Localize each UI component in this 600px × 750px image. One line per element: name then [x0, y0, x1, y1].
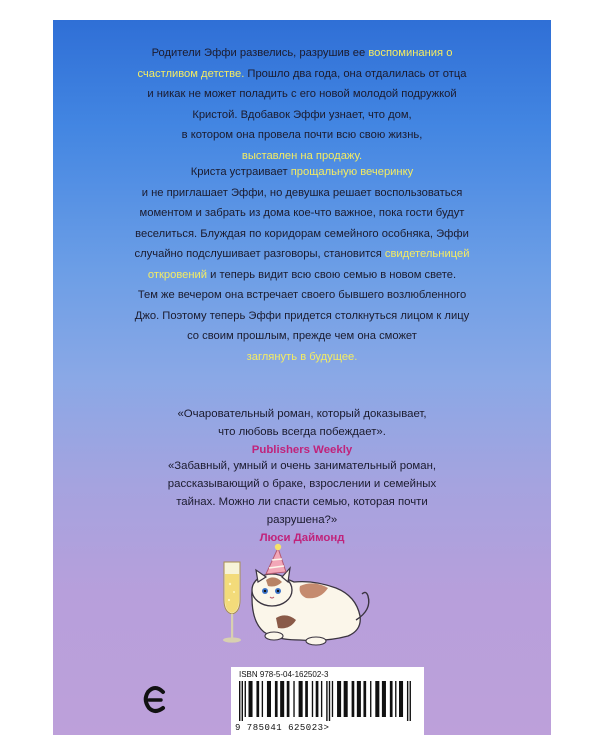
barcode-stripe: [321, 681, 322, 717]
paragraph-line: [53, 43, 551, 64]
barcode-stripe: [344, 681, 348, 717]
paragraph-line: [53, 125, 551, 146]
paragraph-line: [53, 244, 551, 265]
body-text: и не приглашает Эффи, но девушка решает воспользоваться: [141, 186, 463, 199]
barcode-stripe: [287, 681, 290, 717]
barcode-stripe: [293, 681, 294, 717]
paragraph-line: [53, 224, 551, 245]
review-line: разрушена?»: [266, 514, 338, 526]
description-paragraph-1: [53, 43, 551, 166]
barcode-stripe: [256, 681, 259, 717]
highlight-text: прощальную вечеринку: [290, 166, 414, 178]
body-text: Тем же вечером она встречает своего бывшего возлюбленного: [137, 289, 467, 301]
isbn-label: ISBN 978-5-04-162502-3: [239, 670, 329, 679]
body-text: Кристой. Вдобавок Эффи узнает, что дом,: [192, 108, 412, 121]
highlight-text: выставлен на продажу.: [241, 149, 363, 162]
body-text: моментом и забрать из дома кое-что важное, пока гости будут: [139, 207, 465, 219]
barcode-stripe: [326, 681, 327, 721]
barcode-digits: 9 785041 625023: [235, 723, 324, 733]
barcode-number: [235, 723, 329, 733]
highlight-text: свидетельницей: [384, 248, 470, 260]
body-text: в котором она провела почти всю свою жизнь,: [181, 129, 423, 141]
barcode-bars: [237, 681, 418, 721]
review-line: тайнах. Можно ли спасти семью, которая почти: [176, 496, 428, 508]
body-text: Джо. Поэтому теперь Эффи придется столкнуться лицом к лицу: [134, 309, 470, 322]
review-line: рассказывающий о браке, взрослении и семейных: [167, 478, 437, 490]
barcode-stripe: [305, 681, 308, 717]
barcode-stripe: [242, 681, 243, 721]
barcode-stripe: [390, 681, 393, 717]
body-text: веселиться. Блуждая по коридорам семейного особняка, Эффи: [135, 227, 469, 240]
barcode-stripe: [352, 681, 355, 717]
barcode-stripe: [312, 681, 313, 717]
paragraph-line: [53, 306, 551, 327]
paragraph-line: [53, 326, 551, 347]
barcode-stripe: [357, 681, 361, 717]
paragraph-line: [53, 162, 551, 183]
body-text: и теперь видит всю свою семью в новом свете.: [207, 268, 457, 281]
barcode-stripe: [249, 681, 253, 717]
barcode-stripe: [262, 681, 263, 717]
paragraph-line: [53, 203, 551, 224]
review-line: что любовь всегда побеждает».: [218, 426, 386, 438]
body-text: случайно подслушивает разговоры, становится: [134, 248, 385, 260]
barcode-stripe: [395, 681, 396, 717]
paragraph-line: [53, 265, 551, 286]
paragraph-line: [53, 285, 551, 306]
barcode-stripe: [382, 681, 386, 717]
publisher-logo-icon: [143, 680, 169, 720]
barcode-stripe: [275, 681, 278, 717]
description-paragraph-2: [53, 162, 551, 367]
party-cat-illustration: [216, 540, 376, 655]
barcode-stripe: [316, 681, 319, 717]
barcode-stripe: [245, 681, 246, 717]
paragraph-line: [53, 183, 551, 204]
barcode-stripe: [337, 681, 341, 717]
highlight-text: воспоминания о: [368, 47, 453, 59]
barcode-stripe: [363, 681, 366, 717]
barcode-stripe: [370, 681, 371, 717]
paragraph-line: [53, 84, 551, 105]
barcode-stripe: [299, 681, 303, 717]
paragraph-line: [53, 64, 551, 85]
review-author: Publishers Weekly: [251, 444, 353, 456]
review-quote-1: [53, 405, 551, 459]
review-author: Люси Даймонд: [259, 532, 345, 544]
barcode-stripe: [410, 681, 411, 721]
body-text: и никак не может поладить с его новой молодой подружкой: [147, 88, 457, 100]
body-text: со своим прошлым, прежде чем она сможет: [187, 330, 417, 342]
barcode-stripe: [280, 681, 284, 717]
barcode-stripe: [407, 681, 408, 721]
barcode-stripe: [239, 681, 240, 721]
barcode-stripe: [375, 681, 379, 717]
body-text: Прошло два года, она отдалилась от отца: [244, 67, 467, 80]
review-line: «Забавный, умный и очень занимательный роман,: [167, 460, 437, 472]
champagne-glass-icon: [223, 562, 241, 643]
review-line: «Очаровательный роман, который доказывает,: [177, 408, 427, 420]
barcode-stripe: [329, 681, 330, 721]
highlight-text: заглянуть в будущее.: [246, 350, 358, 363]
paragraph-line: [53, 347, 551, 368]
body-text: Родители Эффи развелись, разрушив ее: [151, 47, 369, 59]
isbn-barcode: [231, 667, 424, 735]
barcode-stripe: [267, 681, 271, 717]
book-back-cover: [53, 20, 551, 735]
barcode-trail: >: [323, 723, 330, 733]
highlight-text: счастливом детстве.: [137, 67, 245, 80]
body-text: Криста устраивает: [190, 166, 291, 178]
paragraph-line: [53, 105, 551, 126]
barcode-stripe: [399, 681, 403, 717]
highlight-text: откровений: [147, 268, 208, 281]
review-quote-2: [53, 457, 551, 547]
barcode-stripe: [332, 681, 333, 717]
